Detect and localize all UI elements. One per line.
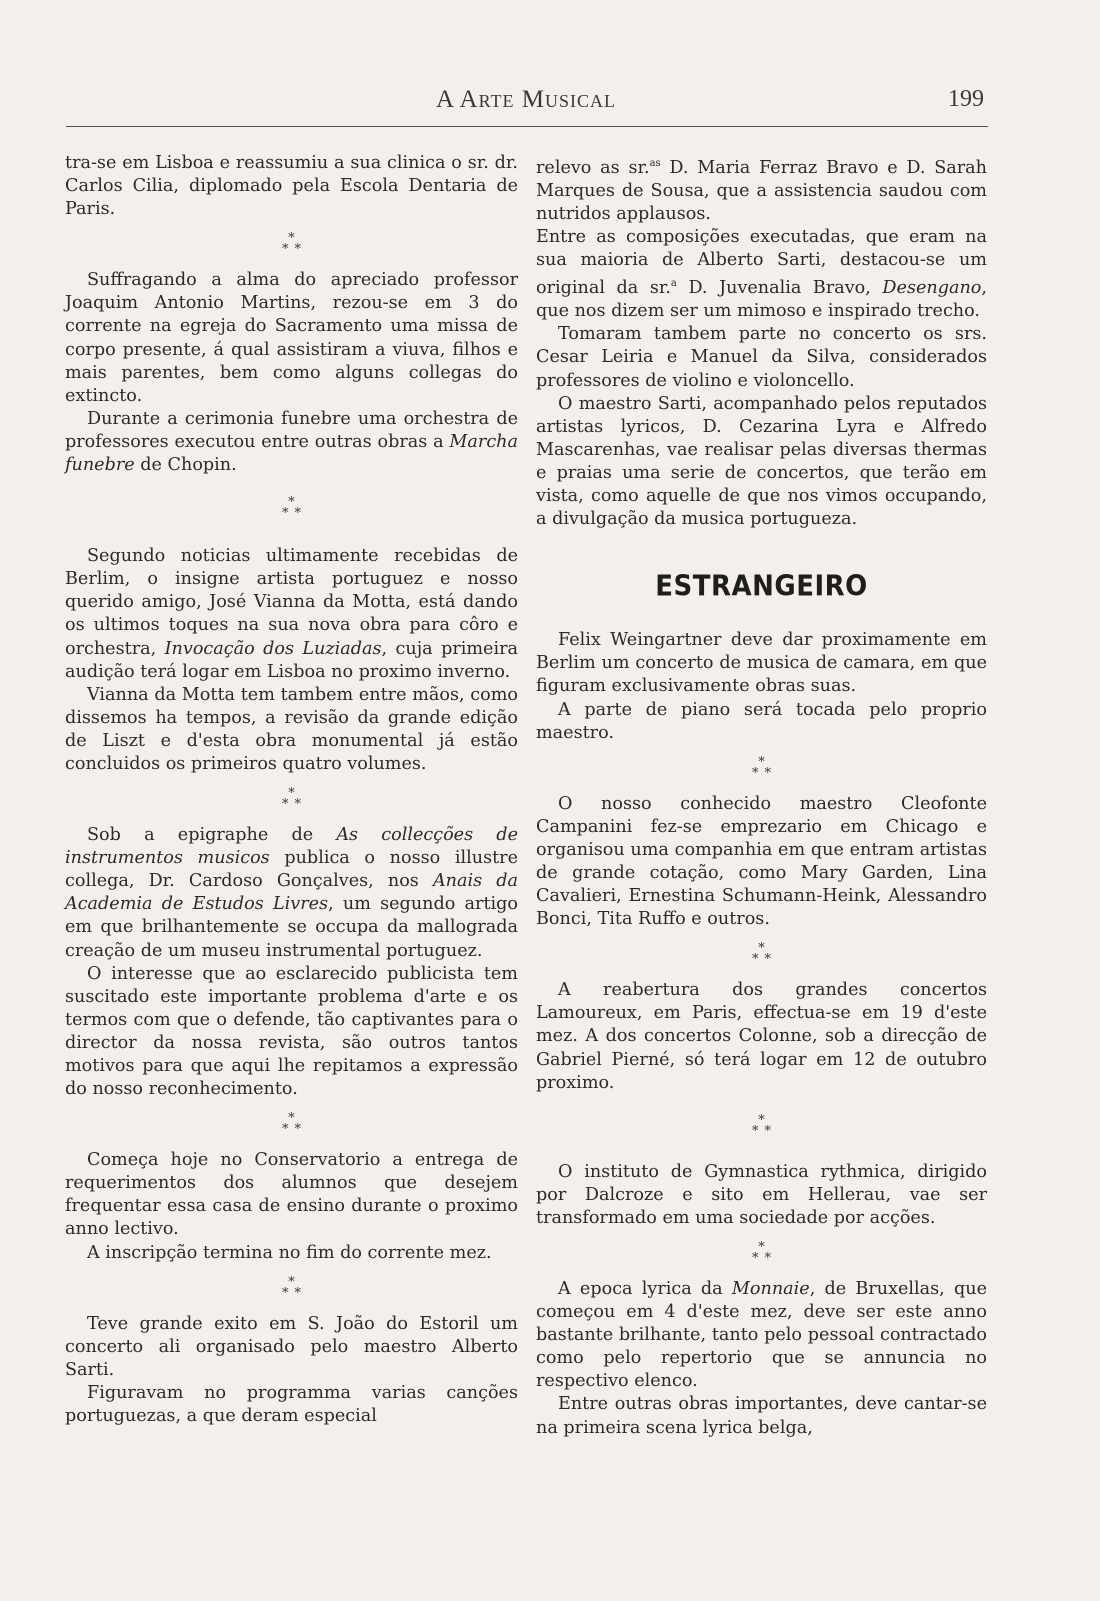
- asterism-separator: * **: [282, 231, 307, 258]
- paragraph: Suffragando a alma do apreciado professor Joaquim Antonio Martins, rezou-se em 3 do corrente na egreja do Sacramento uma missa de corpo presente, á qual assistiram a viuva, filhos e mais parentes, bem como alguns collegas do extincto.: [65, 270, 518, 406]
- right-column: [536, 152, 987, 1440]
- section-heading: ESTRANGEIRO: [655, 571, 868, 604]
- paragraph: A inscripção termina no fim do corrente mez.: [87, 1242, 492, 1263]
- asterism-separator: * **: [752, 1112, 777, 1139]
- asterism-separator: * **: [752, 1240, 777, 1266]
- asterism-separator: * **: [752, 754, 777, 781]
- asterism-separator: * **: [282, 1274, 307, 1301]
- paragraph: Entre outras obras importantes, deve cantar-se na primeira scena lyrica belga,: [536, 1394, 987, 1438]
- paragraph: Durante a cerimonia funebre uma orchestra de professores executou entre outras obras a Marcha funebre de Chopin.: [65, 408, 518, 476]
- paragraph: O interesse que ao esclarecido publicista tem suscitado este importante problema d'arte e os termos com que o defende, tão captivantes para o director da nossa revista, são outros tantos motivos para que aqui lhe repitamos a expressão do nosso reconhecimento.: [65, 963, 518, 1100]
- paragraph: O maestro Sarti, acompanhado pelos reputados artistas lyricos, D. Cezarina Lyra e Alfredo Mascarenhas, vae realisar pelas diversas thermas e praias uma serie de concertos, que terão em vista, como aquelle de que nos vimos occupando, a divulgação da musica portugueza.: [536, 393, 987, 530]
- paragraph: tra-se em Lisboa e reassumiu a sua clinica o sr. dr. Carlos Cilia, diplomado pela Escola Dentaria de Paris.: [65, 153, 518, 220]
- paragraph: Felix Weingartner deve dar proximamente em Berlim um concerto de musica de camara, em que figuram exclusivamente obras suas.: [536, 630, 987, 697]
- paragraph: Começa hoje no Conservatorio a entrega de requerimentos dos alumnos que desejem frequentar essa casa de ensino durante o proximo anno lectivo.: [65, 1150, 518, 1240]
- asterism-separator: * **: [752, 941, 777, 968]
- header-rule: [66, 126, 988, 127]
- paragraph: Vianna da Motta tem tambem entre mãos, como dissemos ha tempos, a revisão da grande edição de Liszt e d'esta obra monumental já estão concluidos os primeiros quatro volumes.: [65, 684, 518, 774]
- running-head: [66, 86, 986, 118]
- asterism-separator: * **: [282, 495, 307, 522]
- left-column: [65, 152, 518, 1428]
- paragraph: Figuravam no programma varias canções portuguezas, a que deram especial: [65, 1382, 518, 1427]
- paragraph: relevo as sr.$^{as}$ D. Maria Ferraz Bravo e D. Sarah Marques de Sousa, que a assistencia saudou com nutridos applausos.: [536, 157, 987, 225]
- paragraph: O instituto de Gymnastica rythmica, dirigido por Dalcroze e sito em Hellerau, vae ser transformado em uma sociedade por acções.: [536, 1161, 987, 1228]
- paragraph: A reabertura dos grandes concertos Lamoureux, em Paris, effectua-se em 19 d'este mez. A dos concertos Colonne, sob a direcção de Gabriel Pierné, só terá logar em 12 de outubro proximo.: [536, 980, 987, 1093]
- paragraph: Tomaram tambem parte no concerto os srs. Cesar Leiria e Manuel da Silva, considerados professores de violino e violoncello.: [536, 324, 987, 391]
- paragraph: Entre as composições executadas, que eram na sua maioria de Alberto Sarti, destacou-se um original da sr.$^a$ D. Juvenalia Bravo, Desengano, que nos dizem ser um mimoso e inspirado trecho.: [536, 227, 987, 322]
- asterism-separator: * **: [282, 786, 307, 813]
- paragraph: A epoca lyrica da Monnaie, de Bruxellas, que começou em 4 d'este mez, deve ser este anno bastante brilhante, tanto pelo pessoal contractado como pelo repertorio que se annuncia no respectivo elenco.: [536, 1279, 987, 1392]
- paragraph: Teve grande exito em S. João do Estoril um concerto ali organisado pelo maestro Alberto Sarti.: [65, 1313, 518, 1380]
- journal-title: A Arte Musical: [436, 86, 616, 113]
- paragraph: A parte de piano será tocada pelo proprio maestro.: [536, 699, 987, 743]
- page-number: 199: [948, 86, 984, 112]
- paragraph: Segundo noticias ultimamente recebidas de Berlim, o insigne artista portuguez e nosso querido amigo, José Vianna da Motta, está dando os ultimos toques na sua nova obra para côro e orchestra, Invocação dos Luziadas, cuja primeira audição terá logar em Lisboa no proximo inverno.: [65, 546, 518, 682]
- paragraph: O nosso conhecido maestro Cleofonte Campanini fez-se emprezario em Chicago e organisou uma companhia em que entram artistas de grande cotação, como Mary Garden, Lina Cavalieri, Ernestina Schumann-Heink, Alessandro Bonci, Tita Ruffo e outros.: [536, 793, 987, 930]
- asterism-separator: * **: [282, 1111, 307, 1138]
- paragraph: Sob a epigraphe de As collecções de instrumentos musicos publica o nosso illustre collega, Dr. Cardoso Gonçalves, nos Anais da Academia de Estudos Livres, um segundo artigo em que brilhantemente se occupa da mallograda creação de um museu instrumental portuguez.: [65, 825, 519, 961]
